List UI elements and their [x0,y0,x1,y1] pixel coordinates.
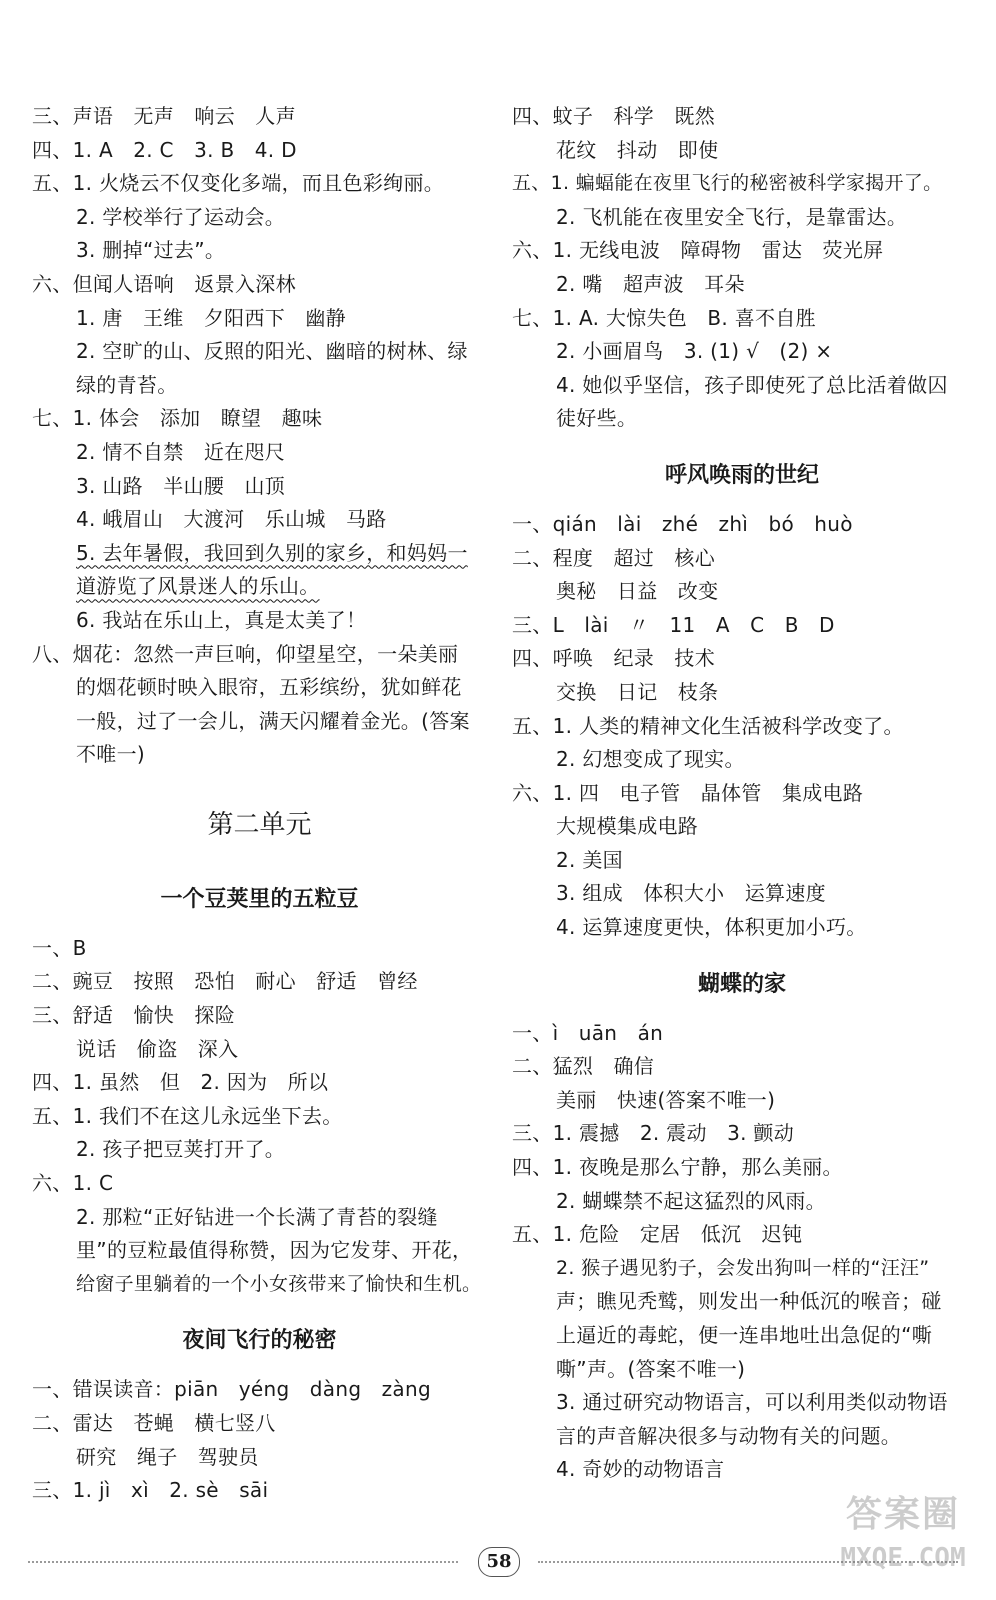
answer-line: 四、1. 夜晚是那么宁静，那么美丽。 [512,1155,843,1180]
section-title: 蝴蝶的家 [697,971,786,997]
answer-line: 四、1. A 2. C 3. B 4. D [32,137,297,162]
answer-line: 的烟花顿时映入眼帘，五彩缤纷，犹如鲜花 [76,675,462,700]
answer-line: 绿的青苔。 [76,372,178,397]
answer-line: 2. 蝴蝶禁不起这猛烈的风雨。 [556,1188,826,1213]
answer-line: 2. 猴子遇见豹子，会发出狗叫一样的“汪汪” [556,1256,930,1279]
answer-line: 3. 组成 体积大小 运算速度 [556,881,826,906]
footer-divider-left [28,1561,458,1563]
answer-line: 一、错误读音：piān yéng dàng zàng [32,1377,431,1402]
left-column [32,100,487,1508]
answer-line: 3. 通过研究动物语言，可以利用类似动物语 [556,1390,948,1415]
answer-line: 二、雷达 苍蝇 横七竖八 [32,1411,276,1435]
answer-line: 四、1. 虽然 但 2. 因为 所以 [32,1070,329,1095]
answer-line: 2. 飞机能在夜里安全飞行，是靠雷达。 [556,204,908,229]
answer-line: 2. 嘴 超声波 耳朵 [556,271,745,296]
answer-line: 徒好些。 [556,406,638,431]
answer-line: 里”的豆粒最值得称赞，因为它发芽、开花， [76,1238,473,1263]
answer-line: 4. 峨眉山 大渡河 乐山城 马路 [76,507,387,532]
answer-line: 奥秘 日益 改变 [556,579,719,604]
unit-title: 第二单元 [207,809,312,840]
answer-line: 给窗子里躺着的一个小女孩带来了愉快和生机。 [76,1272,482,1295]
underlined-text: 道游览了风景迷人的乐山。 [76,574,320,599]
answer-line: 2. 情不自禁 近在咫尺 [76,439,286,464]
answer-line: 七、1. A. 大惊失色 B. 喜不自胜 [512,305,816,330]
answer-line: 三、1. jì xì 2. sè sāi [32,1478,269,1503]
answer-line: 3. 山路 半山腰 山顶 [76,473,286,498]
answer-line: 一、qián lài zhé zhì bó huò [512,511,853,536]
answer-line: 2. 那粒“正好钻进一个长满了青苔的裂缝 [76,1204,438,1229]
answer-line: 4. 奇妙的动物语言 [556,1457,725,1482]
answer-line: 2. 美国 [556,847,623,872]
watermark-url: MXQE.COM [840,1543,966,1573]
page-number: 58 [478,1547,520,1577]
answer-line: 美丽 快速(答案不唯一) [556,1087,776,1112]
answer-line: 二、程度 超过 核心 [512,545,715,570]
section-title: 夜间飞行的秘密 [182,1328,337,1354]
answer-line: 六、1. C [32,1171,114,1196]
answer-line: 花纹 抖动 即使 [556,137,719,162]
answer-line: 1. 唐 王维 夕阳西下 幽静 [76,305,346,330]
answer-line: 一、ì uān án [512,1020,664,1045]
answer-line: 2. 空旷的山、反照的阳光、幽暗的树林、绿 [76,339,468,364]
answer-line: 说话 偷盗 深入 [76,1036,239,1061]
answer-line: 二、猛烈 确信 [512,1054,655,1079]
answer-line: 上逼近的毒蛇，便一连串地吐出急促的“嘶 [556,1323,933,1347]
answer-line: 五、1. 火烧云不仅变化多端，而且色彩绚丽。 [32,171,445,196]
answer-line: 2. 学校举行了运动会。 [76,204,286,229]
answer-line: 言的声音解决很多与动物有关的问题。 [556,1423,902,1448]
answer-line: 声；瞧见秃鹫，则发出一种低沉的喉音；碰 [556,1289,942,1314]
answer-line: 三、声语 无声 响云 人声 [32,104,296,128]
answer-line: 2. 孩子把豆荚打开了。 [76,1137,286,1162]
answer-line-underlined [32,537,487,571]
answer-line: 6. 我站在乐山上，真是太美了！ [76,607,367,632]
answer-line: 一般，过了一会儿，满天闪耀着金光。(答案 [76,708,470,733]
answer-line: 一、B [32,935,87,960]
answer-line: 三、舒适 愉快 探险 [32,1003,235,1028]
answer-line: 4. 她似乎坚信，孩子即使死了总比活着做囚 [556,372,948,397]
answer-line: 3. 删掉“过去”。 [76,238,226,263]
answer-line: 2. 幻想变成了现实。 [556,747,745,772]
answer-line: 研究 绳子 驾驶员 [76,1444,259,1469]
answer-line: 七、1. 体会 添加 瞭望 趣味 [32,406,323,431]
answer-line: 大规模集成电路 [556,814,699,839]
answer-line: 嘶”声。(答案不唯一) [556,1356,746,1381]
answer-line: 六、1. 无线电波 障碍物 雷达 荧光屏 [512,238,884,263]
answer-line: 二、豌豆 按照 恐怕 耐心 舒适 曾经 [32,969,418,994]
answer-line: 四、呼唤 纪录 技术 [512,646,715,671]
answer-line: 2. 小画眉鸟 3. (1) √ (2) × [556,339,833,364]
answer-line: 四、蚊子 科学 既然 [512,104,715,128]
answer-line: 五、1. 蝙蝠能在夜里飞行的秘密被科学家揭开了。 [512,172,943,195]
answer-line: 八、烟花：忽然一声巨响，仰望星空，一朵美丽 [32,641,459,666]
answer-line: 4. 运算速度更快，体积更加小巧。 [556,915,867,940]
section-title: 呼风唤雨的世纪 [664,462,819,488]
watermark-logo [828,1492,978,1592]
answer-line: 五、1. 我们不在这儿永远坐下去。 [32,1103,343,1128]
right-column [512,100,972,1487]
answer-line: 不唯一) [76,742,146,767]
answer-line: 五、1. 危险 定居 低沉 迟钝 [512,1222,803,1247]
answer-line: 交换 日记 枝条 [556,679,719,704]
answer-line: 六、但闻人语响 返景入深林 [32,271,296,296]
answer-line: 三、L lài 〃 11 A C B D [512,612,835,637]
underlined-text: 5. 去年暑假，我回到久别的家乡，和妈妈一 [76,540,468,565]
answer-line: 三、1. 震撼 2. 震动 3. 颤动 [512,1121,795,1146]
watermark-text: 答案圈 [845,1494,960,1535]
answer-line-underlined [32,570,487,604]
answer-line: 五、1. 人类的精神文化生活被科学改变了。 [512,713,904,738]
answer-line: 六、1. 四 电子管 晶体管 集成电路 [512,780,864,805]
section-title: 一个豆荚里的五粒豆 [160,886,359,912]
